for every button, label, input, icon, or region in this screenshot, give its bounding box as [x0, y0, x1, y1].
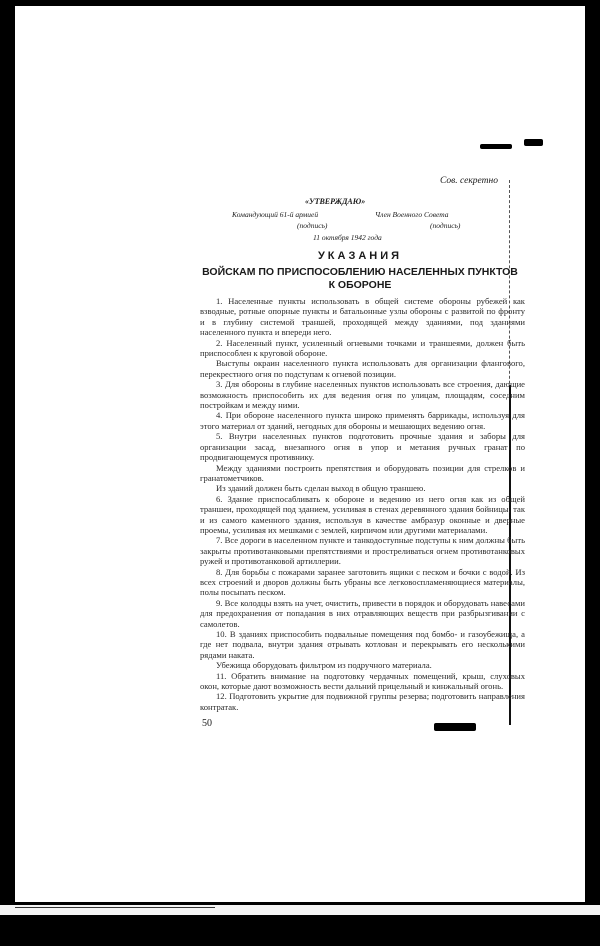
- commander-signature: (подпись): [297, 221, 328, 230]
- paragraph: Выступы окраин населенного пункта использовать для организации флангового, перекрестного огня по подступам к огневой позиции.: [200, 358, 525, 379]
- paragraph: 1. Населенные пункты использовать в общей системе обороны рубежей как взводные, ротные опорные пункты и батальонные узлы обороны с развитой по фронту и в глубину системой траншей, проходящей между зданиями, под зданиями населенного пункта и впереди него.: [200, 296, 525, 338]
- paragraph: Между зданиями построить препятствия и оборудовать позиции для стрелков и гранатометчиков.: [200, 462, 525, 483]
- scan-edge-line: [15, 907, 215, 908]
- paragraph: 8. Для борьбы с пожарами заранее заготовить ящики с песком и бочки с водой. Из всех строений и дворов должны быть убраны все легковоспламеняющиеся материалы, полы посыпать песком.: [200, 566, 525, 598]
- classification-label: Сов. секретно: [440, 176, 498, 186]
- paragraph: 7. Все дороги в населенном пункте и танкодоступные подступы к ним должны быть закрыты противотанковыми препятствиями и простреливаться огнем противотанковых ружей и противотанковой артиллерии.: [200, 535, 525, 567]
- council-member-label: Член Военного Совета: [375, 210, 449, 219]
- paragraph: 6. Здание приспосабливать к обороне и ведению из него огня как из общей траншеи, проходящей под зданием, усиливая в стенах деревянного здания бойницы, так и из самого каменного здания, используя в качестве амбразур оконные и дверные проемы, усиливая их мешками с землей, кирпичом или другими материалами.: [200, 493, 525, 535]
- page-number: 50: [202, 718, 212, 730]
- council-signature: (подпись): [430, 221, 461, 230]
- paragraph: 5. Внутри населенных пунктов подготовить прочные здания и заборы для организации засад, внезапного огня в упор и метания ручных гранат по продвигающемуся противнику.: [200, 431, 525, 463]
- ink-mark: [480, 144, 512, 149]
- paragraph: 12. Подготовить укрытие для подвижной группы резерва; подготовить направления контратак.: [200, 691, 525, 712]
- document-title: [190, 266, 530, 292]
- paragraph: Из зданий должен быть сделан выход в общую траншею.: [216, 483, 426, 494]
- paragraph: Убежища оборудовать фильтром из подручного материала.: [216, 660, 432, 671]
- paragraph: 2. Населенный пункт, усиленный огневыми точками и траншеями, должен быть приспособлен к круговой обороне.: [200, 337, 525, 359]
- document-content: [200, 296, 525, 730]
- title-line-1: ВОЙСКАМ ПО ПРИСПОСОБЛЕНИЮ НАСЕЛЕННЫХ ПУНКТОВ: [202, 266, 518, 278]
- paragraph: 4. При обороне населенного пункта широко применять баррикады, используя для этого материал от зданий, негодных для обороны и мешающих ведению огня.: [200, 410, 525, 431]
- paragraph: 9. Все колодцы взять на учет, очистить, привести в порядок и оборудовать навесами для предохранения от попадания в них отравляющих веществ при разбрызгивании с самолетов.: [200, 597, 525, 629]
- document-body: [200, 296, 525, 712]
- paragraph: 11. Обратить внимание на подготовку чердачных помещений, крыш, слуховых окон, которые дают возможность вести дальний прицельный и кинжальный огонь.: [200, 670, 525, 692]
- paragraph: 3. Для обороны в глубине населенных пунктов использовать все строения, дающие возможность приспособить их для ведения огня по улицам, площадям, соседним постройкам и между ними.: [200, 379, 525, 411]
- paragraph: 10. В зданиях приспособить подвальные помещения под бомбо- и газоубежища, а где нет подвала, внутри здания отрывать котлован и перекрывать его несколькими рядами наката.: [200, 629, 525, 660]
- document-heading: УКАЗАНИЯ: [317, 250, 403, 262]
- approval-label: «УТВЕРЖДАЮ»: [305, 197, 366, 206]
- commander-label: Командующий 61-й армией: [232, 210, 319, 219]
- ink-mark: [524, 139, 543, 146]
- document-date: 11 октября 1942 года: [313, 233, 382, 242]
- title-line-2: К ОБОРОНЕ: [328, 279, 392, 291]
